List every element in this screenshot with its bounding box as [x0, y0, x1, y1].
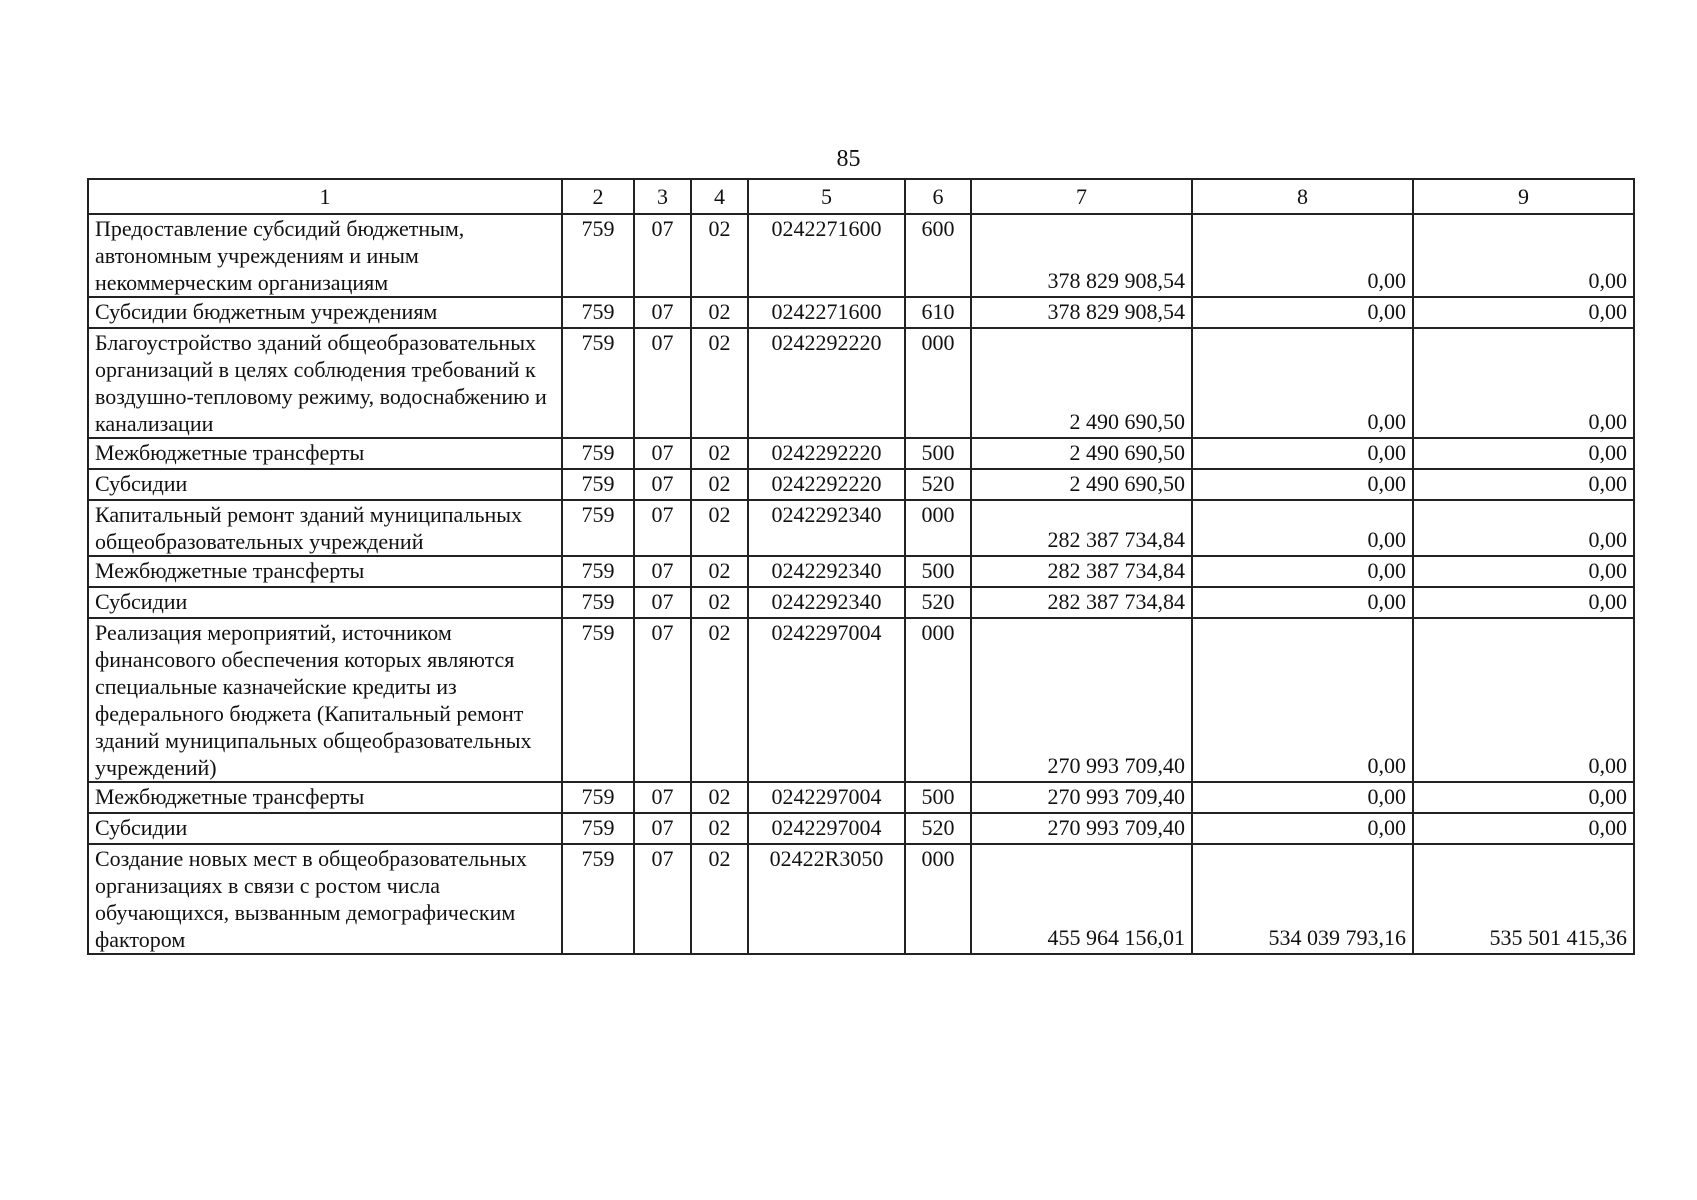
amount-col9-cell: 0,00	[1413, 556, 1634, 587]
table-row	[88, 556, 1634, 587]
section-cell: 07	[634, 618, 691, 782]
amount-col8-cell: 0,00	[1192, 328, 1413, 438]
table-row	[88, 618, 1634, 782]
expense-type-cell: 000	[905, 500, 971, 556]
amount-col9-cell: 0,00	[1413, 438, 1634, 469]
subsection-cell: 02	[691, 556, 748, 587]
subsection-cell: 02	[691, 813, 748, 844]
admin-code-cell: 759	[562, 813, 634, 844]
target-article-cell: 0242271600	[748, 297, 905, 328]
admin-code-cell: 759	[562, 618, 634, 782]
row-name-cell: Предоставление субсидий бюджетным, автономным учреждениям и иным некоммерческим организациям	[88, 214, 562, 297]
subsection-cell: 02	[691, 438, 748, 469]
subsection-cell: 02	[691, 618, 748, 782]
table-row	[88, 214, 1634, 297]
header-cell: 8	[1192, 179, 1413, 214]
row-name-cell: Межбюджетные трансферты	[88, 782, 562, 813]
table-row	[88, 297, 1634, 328]
amount-col9-cell: 535 501 415,36	[1413, 844, 1634, 954]
section-cell: 07	[634, 782, 691, 813]
amount-col7-cell: 282 387 734,84	[971, 500, 1192, 556]
expense-type-cell: 610	[905, 297, 971, 328]
target-article-cell: 0242297004	[748, 618, 905, 782]
table-row	[88, 328, 1634, 438]
amount-col8-cell: 0,00	[1192, 556, 1413, 587]
section-cell: 07	[634, 813, 691, 844]
row-name-cell: Межбюджетные трансферты	[88, 556, 562, 587]
table-row	[88, 587, 1634, 618]
admin-code-cell: 759	[562, 328, 634, 438]
admin-code-cell: 759	[562, 587, 634, 618]
row-name-cell: Реализация мероприятий, источником финансового обеспечения которых являются специальные казначейские кредиты из федерального бюджета (Капитальный ремонт зданий муниципальных общеобразовательных учреждений)	[88, 618, 562, 782]
header-cell: 5	[748, 179, 905, 214]
header-cell: 1	[88, 179, 562, 214]
table-row	[88, 844, 1634, 954]
target-article-cell: 0242271600	[748, 214, 905, 297]
page-number: 85	[836, 146, 861, 172]
admin-code-cell: 759	[562, 297, 634, 328]
row-name-cell: Капитальный ремонт зданий муниципальных общеобразовательных учреждений	[88, 500, 562, 556]
subsection-cell: 02	[691, 500, 748, 556]
amount-col8-cell: 0,00	[1192, 500, 1413, 556]
target-article-cell: 0242297004	[748, 813, 905, 844]
amount-col8-cell: 0,00	[1192, 214, 1413, 297]
section-cell: 07	[634, 556, 691, 587]
target-article-cell: 02422R3050	[748, 844, 905, 954]
subsection-cell: 02	[691, 297, 748, 328]
section-cell: 07	[634, 328, 691, 438]
target-article-cell: 0242292340	[748, 500, 905, 556]
row-name-cell: Субсидии бюджетным учреждениям	[88, 297, 562, 328]
admin-code-cell: 759	[562, 844, 634, 954]
amount-col7-cell: 282 387 734,84	[971, 587, 1192, 618]
expense-type-cell: 520	[905, 469, 971, 500]
header-cell: 3	[634, 179, 691, 214]
amount-col9-cell: 0,00	[1413, 813, 1634, 844]
amount-col9-cell: 0,00	[1413, 469, 1634, 500]
amount-col7-cell: 2 490 690,50	[971, 438, 1192, 469]
target-article-cell: 0242292220	[748, 469, 905, 500]
header-cell: 2	[562, 179, 634, 214]
subsection-cell: 02	[691, 782, 748, 813]
amount-col7-cell: 282 387 734,84	[971, 556, 1192, 587]
expense-type-cell: 000	[905, 844, 971, 954]
expense-type-cell: 600	[905, 214, 971, 297]
amount-col7-cell: 455 964 156,01	[971, 844, 1192, 954]
admin-code-cell: 759	[562, 782, 634, 813]
row-name-cell: Создание новых мест в общеобразовательных организациях в связи с ростом числа обучающихся, вызванным демографическим фактором	[88, 844, 562, 954]
table-row	[88, 438, 1634, 469]
table-header-row	[88, 179, 1634, 214]
amount-col9-cell: 0,00	[1413, 328, 1634, 438]
amount-col7-cell: 378 829 908,54	[971, 297, 1192, 328]
amount-col8-cell: 0,00	[1192, 782, 1413, 813]
row-name-cell: Межбюджетные трансферты	[88, 438, 562, 469]
expense-type-cell: 500	[905, 782, 971, 813]
table-row	[88, 469, 1634, 500]
expense-type-cell: 500	[905, 438, 971, 469]
amount-col9-cell: 0,00	[1413, 214, 1634, 297]
expense-type-cell: 520	[905, 587, 971, 618]
admin-code-cell: 759	[562, 469, 634, 500]
target-article-cell: 0242292220	[748, 438, 905, 469]
admin-code-cell: 759	[562, 556, 634, 587]
amount-col9-cell: 0,00	[1413, 297, 1634, 328]
section-cell: 07	[634, 297, 691, 328]
subsection-cell: 02	[691, 469, 748, 500]
table-row	[88, 782, 1634, 813]
amount-col9-cell: 0,00	[1413, 587, 1634, 618]
target-article-cell: 0242292220	[748, 328, 905, 438]
amount-col8-cell: 0,00	[1192, 438, 1413, 469]
table-row	[88, 500, 1634, 556]
amount-col7-cell: 270 993 709,40	[971, 782, 1192, 813]
expense-type-cell: 000	[905, 328, 971, 438]
expense-type-cell: 520	[905, 813, 971, 844]
header-cell: 9	[1413, 179, 1634, 214]
amount-col7-cell: 2 490 690,50	[971, 469, 1192, 500]
target-article-cell: 0242297004	[748, 782, 905, 813]
subsection-cell: 02	[691, 844, 748, 954]
amount-col8-cell: 0,00	[1192, 618, 1413, 782]
amount-col8-cell: 0,00	[1192, 813, 1413, 844]
expense-type-cell: 500	[905, 556, 971, 587]
amount-col7-cell: 270 993 709,40	[971, 813, 1192, 844]
header-cell: 6	[905, 179, 971, 214]
section-cell: 07	[634, 469, 691, 500]
section-cell: 07	[634, 500, 691, 556]
header-cell: 4	[691, 179, 748, 214]
amount-col9-cell: 0,00	[1413, 500, 1634, 556]
row-name-cell: Субсидии	[88, 587, 562, 618]
amount-col8-cell: 0,00	[1192, 587, 1413, 618]
row-name-cell: Субсидии	[88, 813, 562, 844]
row-name-cell: Субсидии	[88, 469, 562, 500]
amount-col7-cell: 378 829 908,54	[971, 214, 1192, 297]
section-cell: 07	[634, 844, 691, 954]
amount-col9-cell: 0,00	[1413, 618, 1634, 782]
subsection-cell: 02	[691, 587, 748, 618]
header-cell: 7	[971, 179, 1192, 214]
row-name-cell: Благоустройство зданий общеобразовательных организаций в целях соблюдения требований к воздушно-тепловому режиму, водоснабжению и канализации	[88, 328, 562, 438]
admin-code-cell: 759	[562, 438, 634, 469]
amount-col8-cell: 0,00	[1192, 297, 1413, 328]
amount-col7-cell: 2 490 690,50	[971, 328, 1192, 438]
budget-table	[87, 178, 1635, 955]
section-cell: 07	[634, 438, 691, 469]
amount-col8-cell: 534 039 793,16	[1192, 844, 1413, 954]
target-article-cell: 0242292340	[748, 556, 905, 587]
subsection-cell: 02	[691, 214, 748, 297]
admin-code-cell: 759	[562, 500, 634, 556]
amount-col8-cell: 0,00	[1192, 469, 1413, 500]
subsection-cell: 02	[691, 328, 748, 438]
section-cell: 07	[634, 214, 691, 297]
amount-col7-cell: 270 993 709,40	[971, 618, 1192, 782]
amount-col9-cell: 0,00	[1413, 782, 1634, 813]
section-cell: 07	[634, 587, 691, 618]
table-row	[88, 813, 1634, 844]
admin-code-cell: 759	[562, 214, 634, 297]
expense-type-cell: 000	[905, 618, 971, 782]
target-article-cell: 0242292340	[748, 587, 905, 618]
